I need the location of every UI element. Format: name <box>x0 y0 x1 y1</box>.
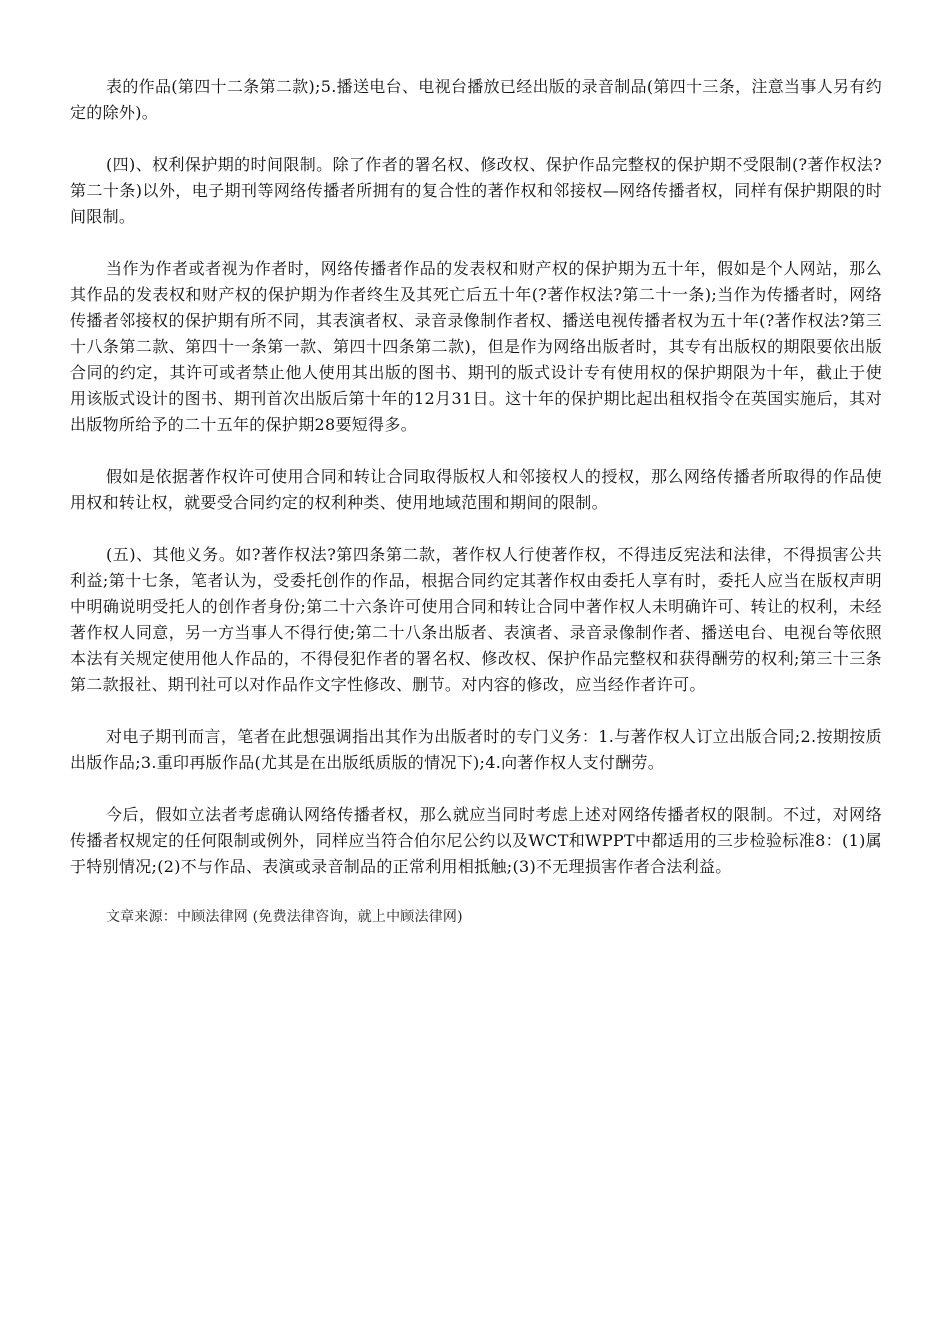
paragraph-3: 当作为作者或者视为作者时，网络传播者作品的发表权和财产权的保护期为五十年，假如是个人网站，那么其作品的发表权和财产权的保护期为作者终生及其死亡后五十年(?著作权法?第二十一条);当作为传播者时，网络传播者邻接权的保护期有所不同，其表演者权、录音录像制作者权、播送电视传播者权为五十年(?著作权法?第三十八条第二款、第四十一条第一款、第四十四条第二款)，但是作为网络出版者时，其专有出版权的期限要依出版合同的约定，其许可或者禁止他人使用其出版的图书、期刊的版式设计专有使用权的保护期限为十年，截止于使用该版式设计的图书、期刊首次出版后第十年的12月31日。这十年的保护期比起出租权指令在英国实施后，其对出版物所给予的二十五年的保护期28要短得多。 <box>70 259 882 434</box>
paragraph-5: (五)、其他义务。如?著作权法?第四条第二款，著作权人行使著作权，不得违反宪法和法律，不得损害公共利益;第十七条，笔者认为，受委托创作的作品，根据合同约定其著作权由委托人享有时，委托人应当在版权声明中明确说明受托人的创作者身份;第二十六条许可使用合同和转让合同中著作权人未明确许可、转让的权利，未经著作权人同意，另一方当事人不得行使;第二十八条出版者、表演者、录音录像制作者、播送电台、电视台等依照本法有关规定使用他人作品的，不得侵犯作者的署名权、修改权、保护作品完整权和获得酬劳的权利;第三十三条第二款报社、期刊社可以对作品作文字性修改、删节。对内容的修改，应当经作者许可。 <box>70 545 882 694</box>
paragraph-6: 对电子期刊而言，笔者在此想强调指出其作为出版者时的专门义务：1.与著作权人订立出版合同;2.按期按质出版作品;3.重印再版作品(尤其是在出版纸质版的情况下);4.向著作权人支付酬劳。 <box>70 727 882 772</box>
paragraph-1: 表的作品(第四十二条第二款);5.播送电台、电视台播放已经出版的录音制品(第四十三条，注意当事人另有约定的除外)。 <box>70 77 882 122</box>
document-page <box>70 74 882 928</box>
paragraph-7: 今后，假如立法者考虑确认网络传播者权，那么就应当同时考虑上述对网络传播者权的限制。不过，对网络传播者权规定的任何限制或例外，同样应当符合伯尔尼公约以及WCT和WPPT中都适用的三步检验标准8：(1)属于特别情况;(2)不与作品、表演或录音制品的正常利用相抵触;(3)不无理损害作者合法利益。 <box>70 805 882 876</box>
paragraph-2: (四)、权利保护期的时间限制。除了作者的署名权、修改权、保护作品完整权的保护期不受限制(?著作权法?第二十条)以外，电子期刊等网络传播者所拥有的复合性的著作权和邻接权—网络传播者权，同样有保护期限的时间限制。 <box>70 155 882 226</box>
paragraph-4: 假如是依据著作权许可使用合同和转让合同取得版权人和邻接权人的授权，那么网络传播者所取得的作品使用权和转让权，就要受合同约定的权利种类、使用地域范围和期间的限制。 <box>70 467 882 512</box>
article-source: 文章来源：中顾法律网 (免费法律咨询，就上中顾法律网) <box>106 909 463 925</box>
